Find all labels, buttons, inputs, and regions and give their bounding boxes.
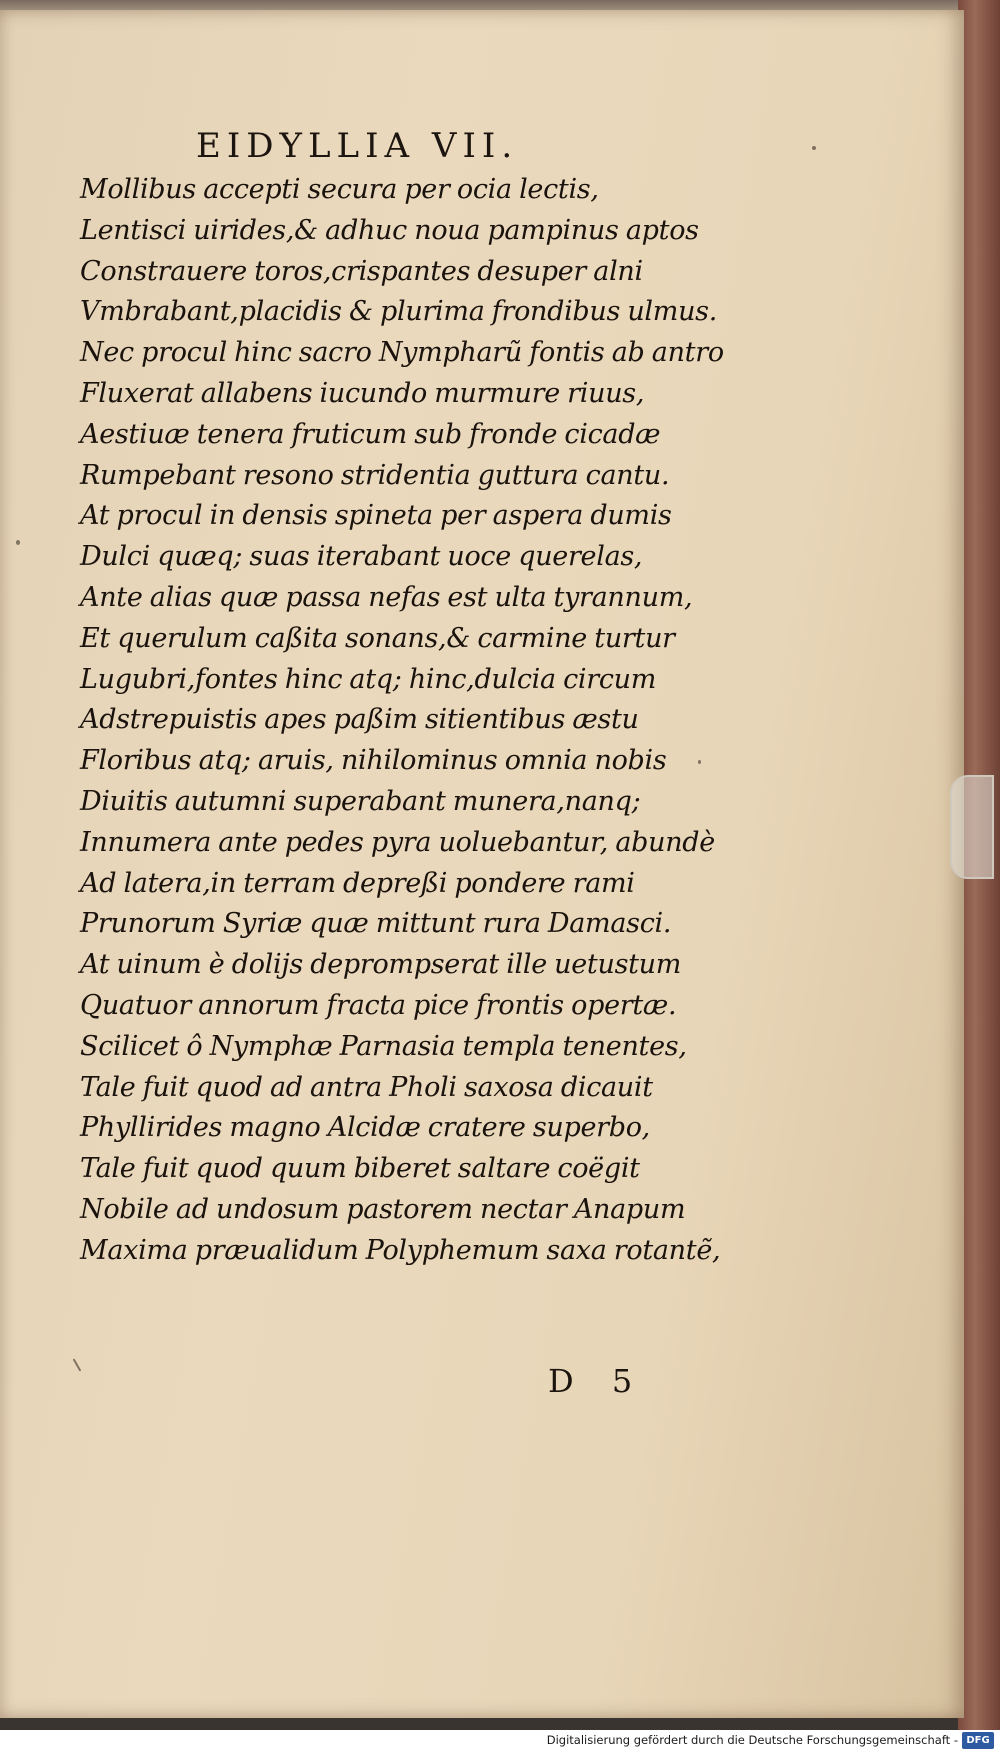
running-head: EIDYLLIA VII. bbox=[196, 126, 519, 166]
verse-line: Mollibus accepti secura per ocia lectis, bbox=[80, 174, 599, 205]
verse-line: Tale fuit quod quum biberet saltare coëgit bbox=[80, 1153, 640, 1185]
verse-line: Dulci quæq; suas iterabant uoce querelas, bbox=[80, 541, 643, 573]
verse-line: Diuitis autumni superabant munera,nanq; bbox=[80, 785, 641, 817]
verse-line: Vmbrabant,placidis & plurima frondibus ulmus. bbox=[80, 296, 718, 328]
verse-line: At procul in densis spineta per aspera dumis bbox=[80, 500, 672, 532]
verse-line: Maxima præualidum Polyphemum saxa rotantẽ, bbox=[80, 1234, 721, 1266]
page-tab-marker bbox=[950, 775, 994, 879]
verse-line: Constrauere toros,crispantes desuper alni bbox=[80, 255, 643, 287]
ink-speck bbox=[16, 540, 20, 545]
verse-line: At uinum è dolijs deprompserat ille uetustum bbox=[80, 949, 682, 981]
verse-line: Nobile ad undosum pastorem nectar Anapum bbox=[80, 1193, 686, 1225]
verse-line: Quatuor annorum fracta pice frontis opertæ. bbox=[80, 989, 677, 1021]
verse-line: Scilicet ô Nymphæ Parnasia templa tenentes, bbox=[80, 1030, 687, 1062]
verse-line: Innumera ante pedes pyra uoluebantur, abundè bbox=[80, 826, 715, 858]
verse-line: Tale fuit quod ad antra Pholi saxosa dicauit bbox=[80, 1071, 653, 1103]
verse-line: Nec procul hinc sacro Nympharũ fontis ab antro bbox=[80, 337, 724, 369]
verse-line: Prunorum Syriæ quæ mittunt rura Damasci. bbox=[80, 908, 672, 940]
verse-line: Rumpebant resono stridentia guttura cantu. bbox=[80, 459, 670, 491]
signature-mark: D 5 bbox=[548, 1362, 647, 1400]
verse-text bbox=[80, 170, 724, 1272]
verse-line: Lentisci uirides,& adhuc noua pampinus aptos bbox=[80, 214, 699, 246]
digitization-credit: Digitalisierung gefördert durch die Deutsche Forschungsgemeinschaft - bbox=[546, 1733, 958, 1747]
verse-line: Lugubri,fontes hinc atq; hinc,dulcia circum bbox=[80, 663, 657, 695]
dfg-logo-icon: DFG bbox=[962, 1732, 994, 1749]
verse-line: Aestiuæ tenera fruticum sub fronde cicadæ bbox=[80, 418, 661, 450]
verse-line: Phyllirides magno Alcidæ cratere superbo, bbox=[80, 1112, 650, 1144]
verse-line: Fluxerat allabens iucundo murmure riuus, bbox=[80, 377, 645, 409]
verse-line: Adstrepuistis apes paßim sitientibus æstu bbox=[80, 704, 639, 736]
ink-speck bbox=[812, 146, 816, 150]
verse-line: Floribus atq; aruis, nihilominus omnia nobis bbox=[80, 745, 667, 777]
verse-line: Ante alias quæ passa nefas est ulta tyrannum, bbox=[80, 581, 693, 613]
verse-line: Ad latera,in terram depreßi pondere rami bbox=[80, 867, 635, 899]
verse-line: Et querulum caßita sonans,& carmine turtur bbox=[80, 622, 675, 654]
